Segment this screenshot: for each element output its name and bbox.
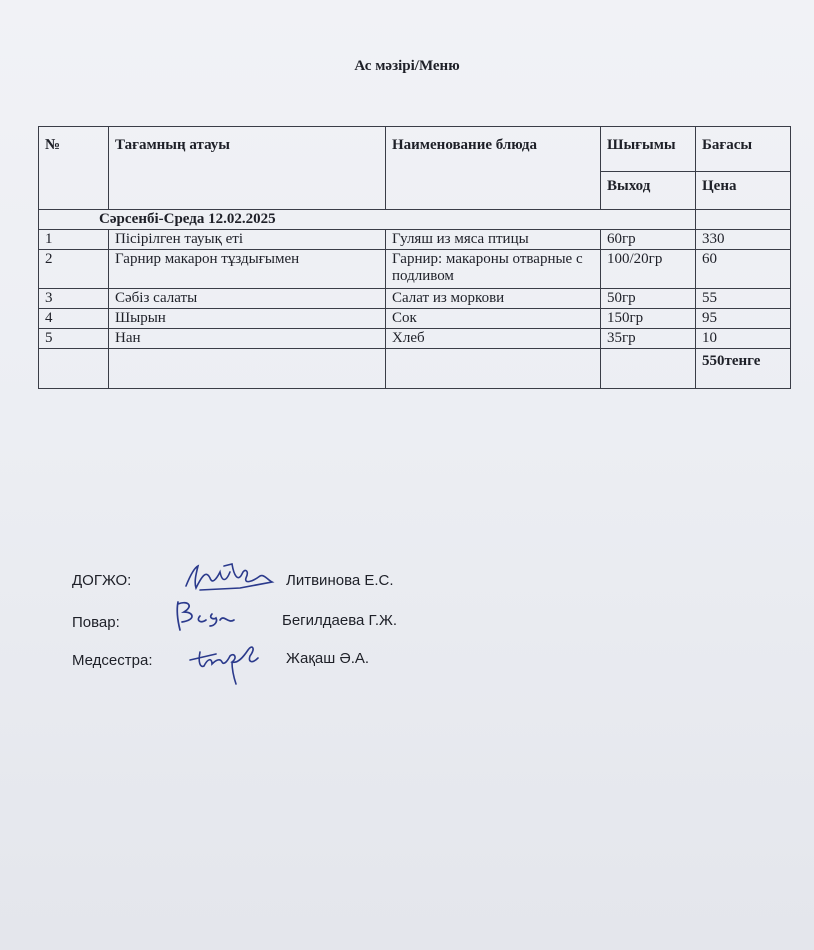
row-name-ru: Хлеб bbox=[386, 329, 601, 349]
signature-name-dogzho bbox=[286, 572, 394, 589]
row-price: 10 bbox=[696, 329, 791, 349]
table-row bbox=[39, 309, 791, 329]
total-empty-cell bbox=[109, 349, 386, 389]
header-yield-kz: Шығымы bbox=[601, 127, 696, 172]
day-row bbox=[39, 210, 791, 230]
row-number: 3 bbox=[39, 289, 109, 309]
total-empty-cell bbox=[386, 349, 601, 389]
header-row-top bbox=[39, 127, 791, 172]
row-name-ru: Сок bbox=[386, 309, 601, 329]
row-yield: 50гр bbox=[601, 289, 696, 309]
row-yield: 150гр bbox=[601, 309, 696, 329]
row-number: 1 bbox=[39, 230, 109, 250]
total-row bbox=[39, 349, 791, 389]
row-price: 330 bbox=[696, 230, 791, 250]
total-empty-cell bbox=[39, 349, 109, 389]
signature-line-dogzho bbox=[72, 572, 182, 589]
row-name-kz: Пісірілген тауық еті bbox=[109, 230, 386, 250]
row-name-kz: Сәбіз салаты bbox=[109, 289, 386, 309]
handwritten-signature-2 bbox=[170, 598, 240, 634]
table-row bbox=[39, 329, 791, 349]
signature-line-nurse bbox=[72, 652, 182, 669]
table-row bbox=[39, 250, 791, 289]
day-empty-cell bbox=[696, 210, 791, 230]
row-yield: 35гр bbox=[601, 329, 696, 349]
row-name-kz: Шырын bbox=[109, 309, 386, 329]
total-price: 550тенге bbox=[696, 349, 791, 389]
handwritten-signature-1 bbox=[180, 558, 280, 598]
handwritten-signature-3 bbox=[186, 638, 266, 686]
day-label: Сәрсенбі-Среда 12.02.2025 bbox=[39, 210, 696, 230]
row-number: 5 bbox=[39, 329, 109, 349]
row-price: 55 bbox=[696, 289, 791, 309]
row-name-ru: Салат из моркови bbox=[386, 289, 601, 309]
row-name-ru: Гуляш из мяса птицы bbox=[386, 230, 601, 250]
row-yield: 60гр bbox=[601, 230, 696, 250]
signature-role: Повар: bbox=[72, 614, 120, 631]
row-name-kz: Гарнир макарон тұздығымен bbox=[109, 250, 386, 289]
total-empty-cell bbox=[601, 349, 696, 389]
header-name-ru: Наименование блюда bbox=[386, 127, 601, 210]
signature-name: Литвинова Е.С. bbox=[286, 572, 394, 589]
header-price-kz: Бағасы bbox=[696, 127, 791, 172]
header-number: № bbox=[39, 127, 109, 210]
signature-name: Бегилдаева Г.Ж. bbox=[282, 612, 398, 629]
header-yield-ru: Выход bbox=[601, 172, 696, 210]
row-price: 95 bbox=[696, 309, 791, 329]
signature-role: ДОГЖО: bbox=[72, 572, 132, 589]
table-row bbox=[39, 230, 791, 250]
table-row bbox=[39, 289, 791, 309]
row-number: 4 bbox=[39, 309, 109, 329]
row-yield: 100/20гр bbox=[601, 250, 696, 289]
row-number: 2 bbox=[39, 250, 109, 289]
row-price: 60 bbox=[696, 250, 791, 289]
signature-role: Медсестра: bbox=[72, 652, 153, 669]
signature-line-cook bbox=[72, 614, 182, 631]
signature-name-cook bbox=[282, 612, 397, 629]
header-name-kz: Тағамның атауы bbox=[109, 127, 386, 210]
row-name-ru: Гарнир: макароны отварные с подливом bbox=[386, 250, 601, 289]
signature-name: Жақаш Ә.А. bbox=[286, 650, 370, 667]
page-title: Ас мәзірі/Меню bbox=[354, 58, 460, 74]
menu-table bbox=[38, 126, 791, 389]
header-price-ru: Цена bbox=[696, 172, 791, 210]
row-name-kz: Нан bbox=[109, 329, 386, 349]
signature-name-nurse bbox=[286, 650, 369, 667]
